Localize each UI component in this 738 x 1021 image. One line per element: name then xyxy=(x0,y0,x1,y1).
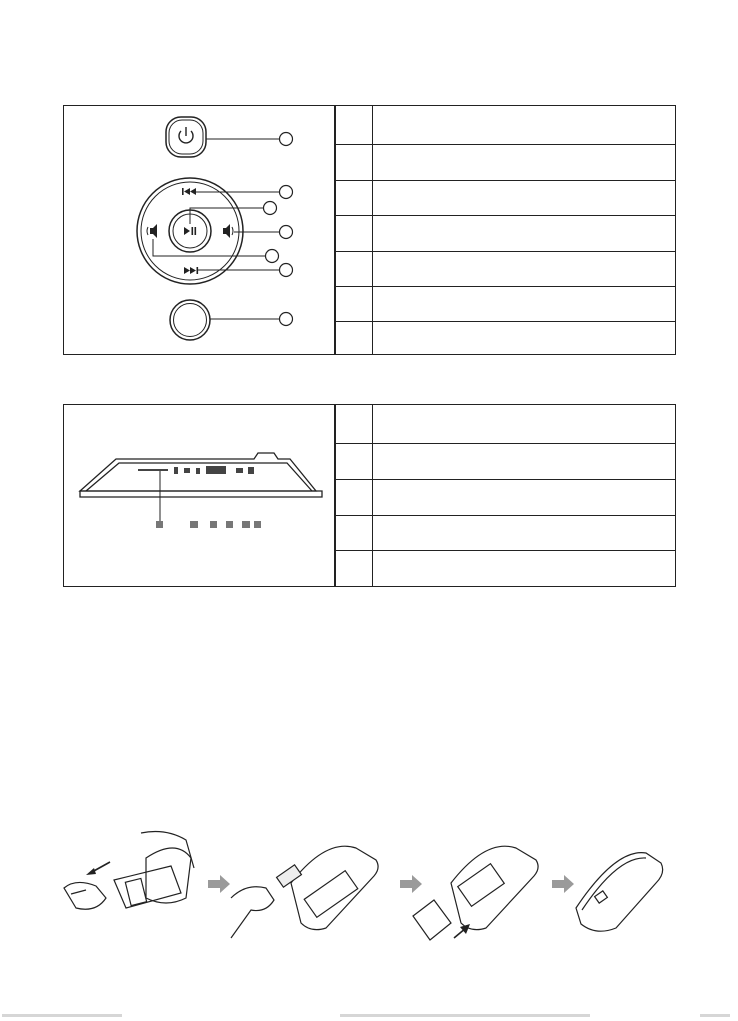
row-number xyxy=(336,550,373,586)
table-row xyxy=(336,443,675,480)
step-arrow-icon xyxy=(208,875,230,893)
callout-7 xyxy=(280,313,293,326)
callout-markers xyxy=(264,133,293,326)
side-port-marks xyxy=(138,466,254,474)
step-1-open-cover xyxy=(64,832,194,910)
round-button xyxy=(170,300,210,340)
step-4-remote-closed xyxy=(576,853,663,932)
table-row xyxy=(336,180,675,216)
footer-marks xyxy=(0,1010,738,1021)
side-view-diagram-box xyxy=(63,404,335,587)
battery-replacement-illustration xyxy=(56,828,686,948)
row-number xyxy=(336,405,373,443)
callout-5 xyxy=(266,250,279,263)
power-button xyxy=(166,117,206,157)
footer-band xyxy=(0,1010,738,1021)
step-3-close-cover xyxy=(413,846,538,940)
table-row xyxy=(336,106,675,145)
row-number xyxy=(336,321,373,354)
table-row xyxy=(336,251,675,287)
panel-legend-table xyxy=(335,105,676,355)
row-number xyxy=(336,479,373,515)
callout-3 xyxy=(264,202,277,215)
step-2-insert-batteries xyxy=(231,846,378,938)
table-row xyxy=(336,550,675,586)
row-number xyxy=(336,180,373,215)
side-legend-table xyxy=(335,404,676,587)
battery-steps-drawing xyxy=(56,828,686,948)
callout-2 xyxy=(280,186,293,199)
step-arrow-icon xyxy=(552,875,574,893)
table-row xyxy=(336,215,675,252)
front-panel-diagram-box xyxy=(63,105,335,355)
table-row xyxy=(336,321,675,354)
table-row xyxy=(336,405,675,444)
device-side-outline xyxy=(80,453,322,497)
callout-4 xyxy=(280,226,293,239)
row-number xyxy=(336,443,373,479)
table-row xyxy=(336,286,675,322)
table-row xyxy=(336,515,675,551)
row-number xyxy=(336,215,373,251)
step-arrow-icon xyxy=(400,875,422,893)
callout-6 xyxy=(280,264,293,277)
row-number xyxy=(336,144,373,180)
callout-1 xyxy=(280,133,293,146)
port-label-marks xyxy=(156,521,261,528)
table-row xyxy=(336,144,675,181)
side-view-drawing xyxy=(64,405,336,588)
row-number xyxy=(336,515,373,550)
row-number xyxy=(336,106,373,144)
row-number xyxy=(336,251,373,286)
table-row xyxy=(336,479,675,516)
row-number xyxy=(336,286,373,321)
front-panel-drawing xyxy=(64,106,336,356)
